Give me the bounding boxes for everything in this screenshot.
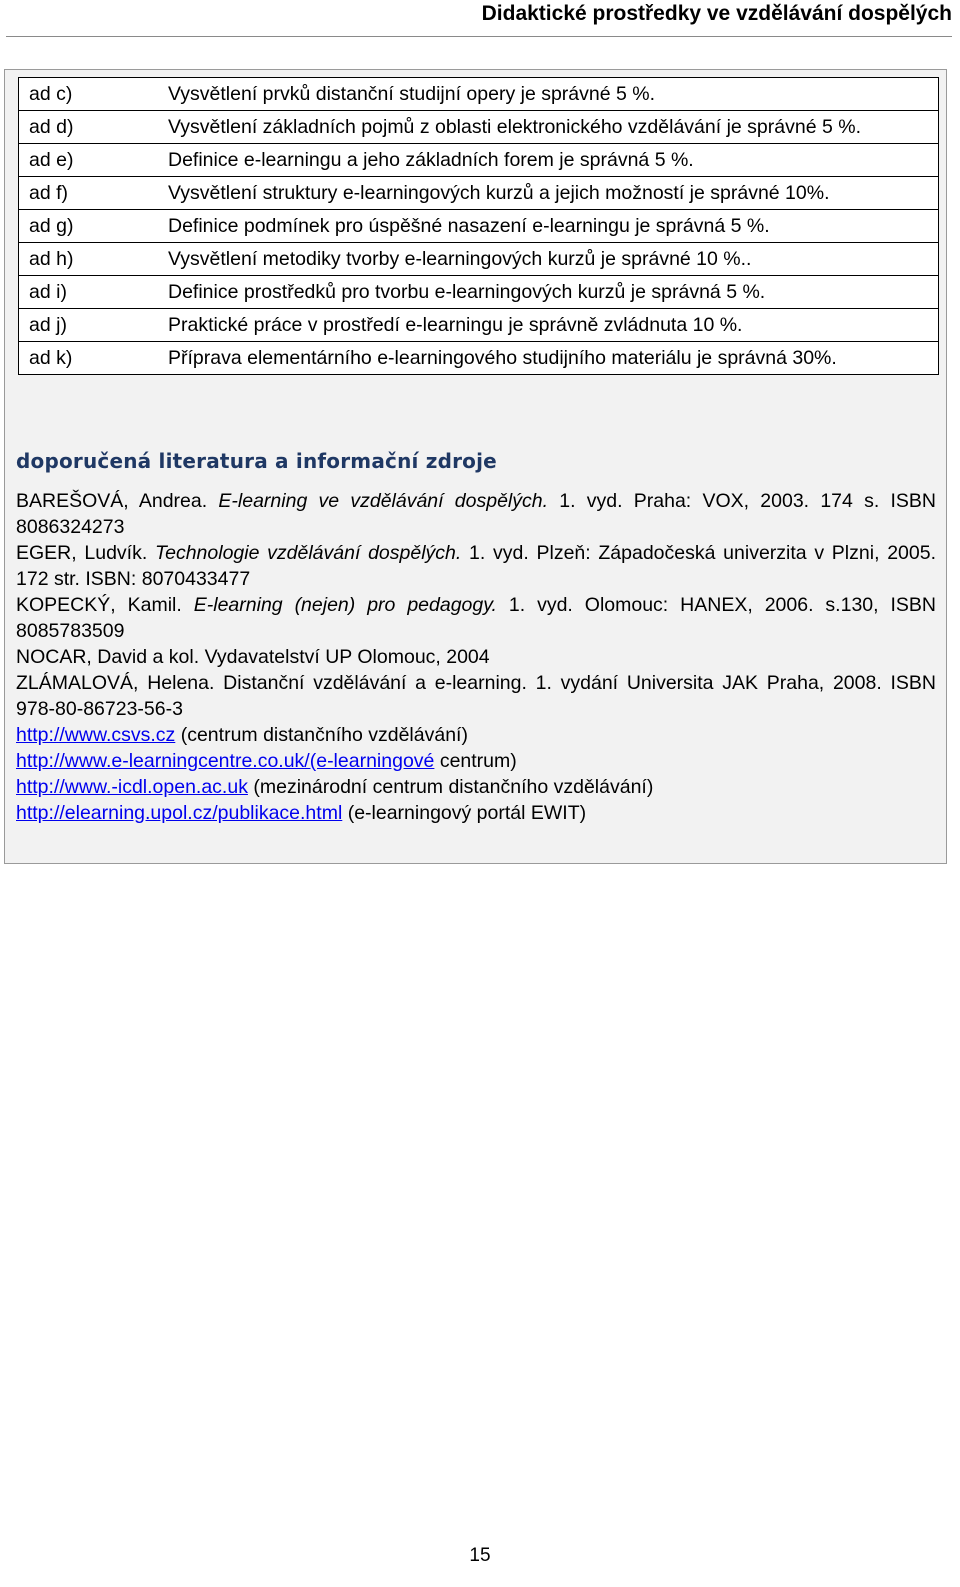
reference-item (16, 644, 936, 670)
reference-item (16, 592, 936, 644)
resource-link[interactable]: http://www.-icdl.open.ac.uk (16, 776, 248, 798)
evaluation-criteria-table (18, 77, 939, 375)
criterion-text: Definice prostředků pro tvorbu e-learningových kurzů je správná 5 %. (168, 276, 939, 309)
criterion-label: ad d) (19, 111, 169, 144)
table-row (19, 210, 939, 243)
link-description: centrum) (439, 750, 517, 772)
link-item (16, 722, 936, 748)
reference-item (16, 670, 936, 722)
reference-author: EGER, Ludvík. (16, 542, 148, 564)
table-row (19, 111, 939, 144)
resource-link[interactable]: http://www.csvs.cz (16, 724, 176, 746)
literature-heading: doporučená literatura a informační zdroje (16, 449, 497, 473)
reference-title: E-learning (nejen) pro pedagogy. (193, 594, 497, 616)
link-item (16, 800, 936, 826)
criterion-text: Vysvětlení základních pojmů z oblasti elektronického vzdělávání je správné 5 %. (168, 111, 939, 144)
table-row (19, 243, 939, 276)
resource-link[interactable]: http://elearning.upol.cz/publikace.html (16, 802, 343, 824)
link-description: (e-learningový portál EWIT) (347, 802, 587, 824)
criterion-label: ad g) (19, 210, 169, 243)
criterion-label: ad h) (19, 243, 169, 276)
reference-details: 1. vyd. Plzeň: Západočeská univerzita v Plzni, 2005. 172 str. ISBN: 8070433477 (16, 542, 936, 590)
link-description: (mezinárodní centrum distančního vzdělávání) (253, 776, 654, 798)
link-item (16, 748, 936, 774)
reference-list (16, 488, 936, 826)
criterion-text: Definice e-learningu a jeho základních forem je správná 5 %. (168, 144, 939, 177)
reference-title: Technologie vzdělávání dospělých. (154, 542, 462, 564)
reference-details: Vydavatelství UP Olomouc, 2004 (204, 646, 490, 668)
table-row (19, 78, 939, 111)
criterion-text: Vysvětlení metodiky tvorby e-learningových kurzů je správné 10 %.. (168, 243, 939, 276)
table-row (19, 276, 939, 309)
table-row (19, 144, 939, 177)
resource-link[interactable]: http://www.e-learningcentre.co.uk/(e-learningové (16, 750, 435, 772)
reference-item (16, 540, 936, 592)
reference-author: NOCAR, David a kol. (16, 646, 200, 668)
reference-details: 1. vyd. Olomouc: HANEX, 2006. s.130, ISBN 8085783509 (16, 594, 936, 642)
reference-title: E-learning ve vzdělávání dospělých. (218, 490, 549, 512)
reference-details: 1. vyd. Praha: VOX, 2003. 174 s. ISBN 8086324273 (16, 490, 936, 538)
criterion-label: ad c) (19, 78, 169, 111)
header-divider (6, 36, 952, 37)
table-row (19, 342, 939, 375)
reference-author: ZLÁMALOVÁ, Helena. (16, 672, 215, 694)
reference-item (16, 488, 936, 540)
criterion-text: Příprava elementárního e-learningového studijního materiálu je správná 30%. (168, 342, 939, 375)
criterion-label: ad f) (19, 177, 169, 210)
criterion-text: Definice podmínek pro úspěšné nasazení e-learningu je správná 5 %. (168, 210, 939, 243)
criterion-label: ad i) (19, 276, 169, 309)
reference-details: Distanční vzdělávání a e-learning. 1. vydání Universita JAK Praha, 2008. ISBN 978-80-86723-56-3 (16, 672, 937, 720)
link-description: (centrum distančního vzdělávání) (180, 724, 468, 746)
reference-author: KOPECKÝ, Kamil. (16, 594, 182, 616)
running-header: Didaktické prostředky ve vzdělávání dospělých (481, 2, 952, 25)
criterion-text: Vysvětlení struktury e-learningových kurzů a jejich možností je správné 10%. (168, 177, 939, 210)
reference-author: BAREŠOVÁ, Andrea. (16, 490, 208, 512)
table-row (19, 309, 939, 342)
criterion-label: ad e) (19, 144, 169, 177)
criterion-text: Vysvětlení prvků distanční studijní opery je správné 5 %. (168, 78, 939, 111)
criterion-text: Praktické práce v prostředí e-learningu je správně zvládnuta 10 %. (168, 309, 939, 342)
table-row (19, 177, 939, 210)
study-box (4, 69, 947, 864)
criterion-label: ad j) (19, 309, 169, 342)
link-item (16, 774, 936, 800)
page-number: 15 (469, 1545, 491, 1566)
criterion-label: ad k) (19, 342, 169, 375)
